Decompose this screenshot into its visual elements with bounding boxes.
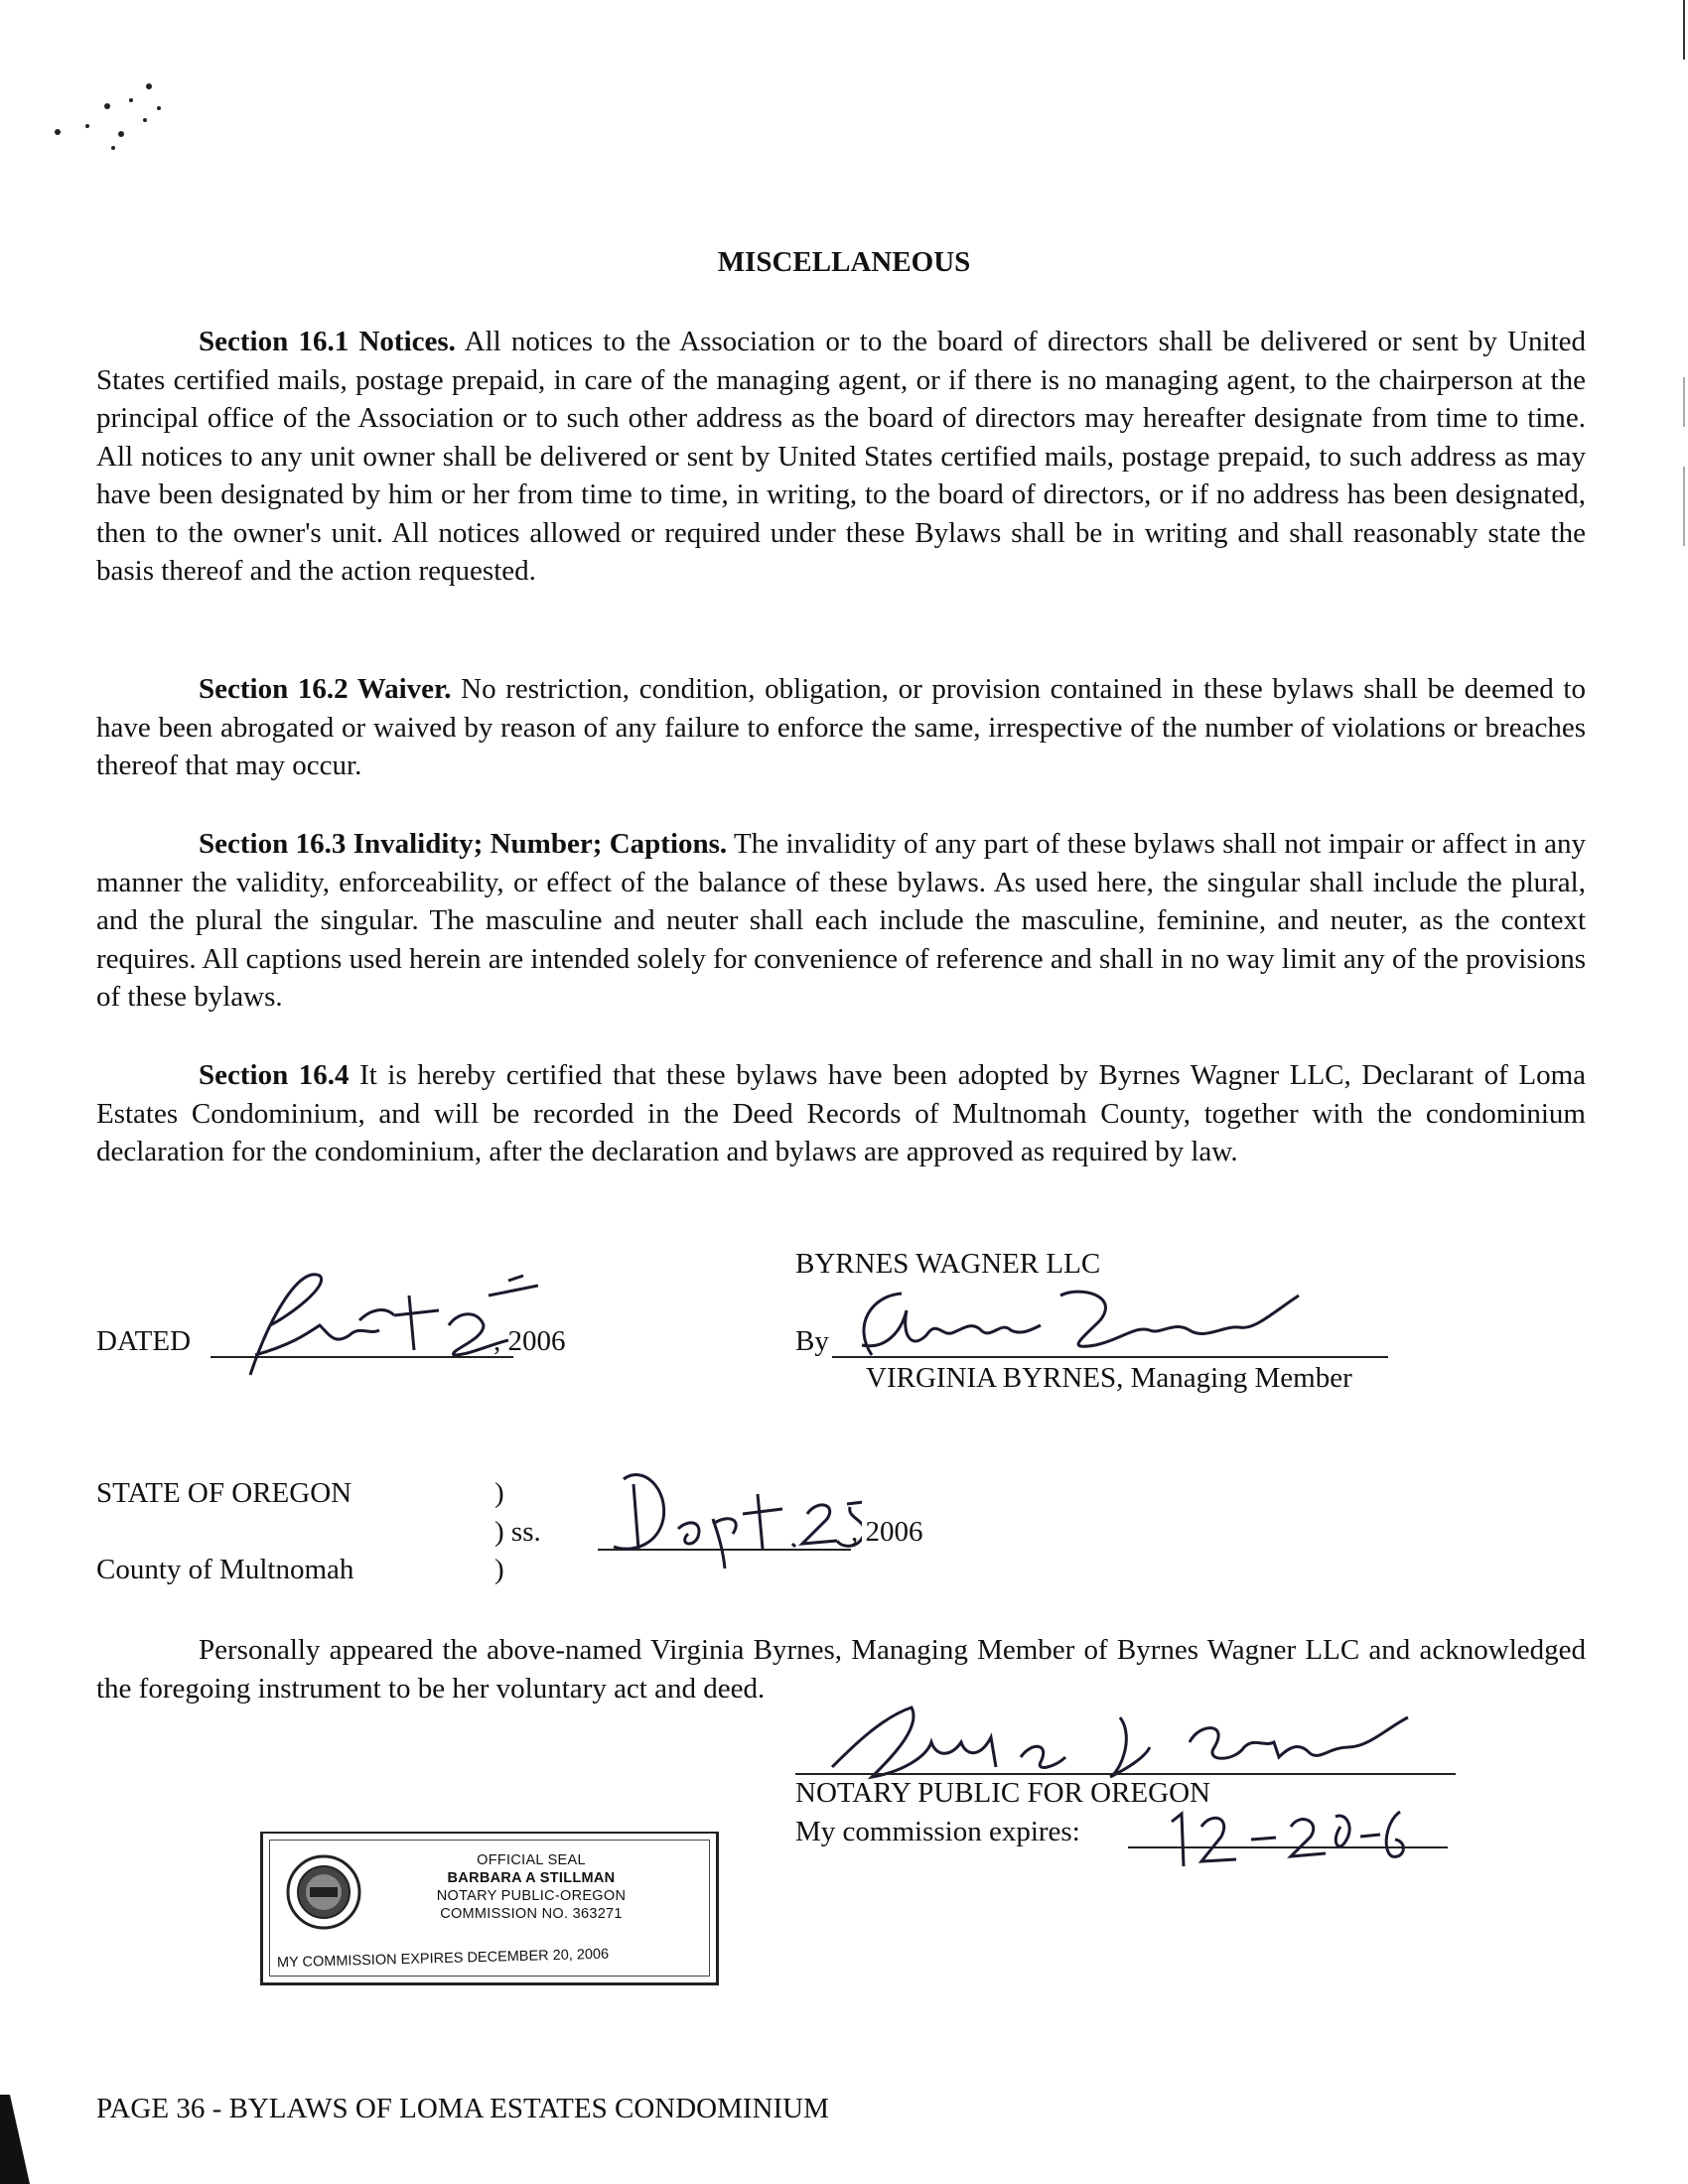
signer-printed-name: VIRGINIA BYRNES, Managing Member (866, 1362, 1352, 1394)
notary-signature-line (795, 1773, 1456, 1775)
section-body: All notices to the Association or to the board of directors shall be delivered or sent by United States certified mails, postage prepaid, in care of the managing agent, or if there is no managing agent, to the chairperson at the principal office of the Association or to such other address as the board of directors may hereafter designate from time to time. All notices to any unit owner shall be delivered or sent by United States certified mails, postage prepaid, to such address as may have been designated by him or her from time to time, in writing, to the board of directors, or if no address has been designated, then to the owner's unit. All notices allowed or required under these Bylaws shall be in writing and shall reasonably state the basis thereof and the action requested. (96, 326, 1587, 587)
seal-line-name: BARBARA A STILLMAN (447, 1870, 616, 1886)
page-footer: PAGE 36 - BYLAWS OF LOMA ESTATES CONDOMINIUM (96, 2093, 829, 2124)
section-body: The invalidity of any part of these bylaws shall not impair or affect in any manner the validity, enforceability, or effect of the balance of these bylaws. As used here, the singular shall include the plural, and the plural the singular. The masculine and neuter shall each include the masculine, feminine, and neuter, as the context requires. All captions used herein are intended solely for convenience of reference and shall in no way limit any of the provisions of these bylaws. (96, 828, 1586, 1013)
company-name: BYRNES WAGNER LLC (795, 1248, 1101, 1280)
county-line: County of Multnomah (96, 1554, 354, 1585)
virginia-byrnes-signature (832, 1276, 1309, 1370)
section-heading: Section 16.4 (199, 1059, 350, 1091)
page-title: MISCELLANEOUS (717, 246, 971, 278)
state-line: STATE OF OREGON (96, 1477, 352, 1509)
commission-date-handwriting (1162, 1782, 1410, 1871)
notary-title: NOTARY PUBLIC FOR OREGON (795, 1777, 1210, 1809)
paren-ss: ) ss. (494, 1516, 541, 1548)
section-body: It is hereby certified that these bylaws have been adopted by Byrnes Wagner LLC, Declarant of Loma Estates Condominium, and will be recorded in the Deed Records of Multnomah County, together with the condominium declaration for the condominium, after the declaration and bylaws are approved as required by law. (96, 1059, 1586, 1167)
official-seal-stamp (260, 1832, 719, 1985)
notary-date-handwriting (594, 1459, 862, 1573)
section-heading: Section 16.3 Invalidity; Number; Captions. (199, 828, 728, 860)
section-16-3 (96, 825, 1586, 1017)
dated-handwriting (211, 1256, 538, 1395)
commission-label: My commission expires: (795, 1816, 1080, 1847)
section-body: No restriction, condition, obligation, or provision contained in these bylaws shall be deemed to have been abrogated or waived by reason of any failure to enforce the same, irrespective of the number of violations or breaches thereof that may occur. (96, 673, 1586, 781)
notary-date-year: , 2006 (851, 1516, 923, 1548)
scan-corner-mark (0, 2095, 40, 2184)
dated-label: DATED (96, 1325, 192, 1357)
seal-line-commission: COMMISSION NO. 363271 (440, 1906, 623, 1922)
section-heading: Section 16.1 Notices. (199, 326, 456, 357)
dated-year: , 2006 (493, 1325, 566, 1357)
acknowledgment-body: Personally appeared the above-named Virginia Byrnes, Managing Member of Byrnes Wagner LLC and acknowledged the foregoing instrument to be her voluntary act and deed. (96, 1634, 1586, 1705)
scan-specks (50, 74, 169, 164)
paren-1: ) (494, 1477, 504, 1509)
paren-3: ) (494, 1554, 504, 1585)
section-16-1 (96, 323, 1586, 591)
by-label: By (795, 1325, 829, 1357)
oregon-seal-emblem (285, 1853, 362, 1931)
seal-line-official: OFFICIAL SEAL (477, 1852, 586, 1868)
section-16-4 (96, 1056, 1586, 1171)
seal-line-expires: MY COMMISSION EXPIRES DECEMBER 20, 2006 (276, 1946, 610, 1972)
seal-line-notary: NOTARY PUBLIC-OREGON (436, 1888, 627, 1904)
section-heading: Section 16.2 Waiver. (199, 673, 452, 705)
scan-edge-marks (1678, 0, 1688, 596)
section-16-2 (96, 670, 1586, 785)
seal-text (362, 1851, 700, 1923)
